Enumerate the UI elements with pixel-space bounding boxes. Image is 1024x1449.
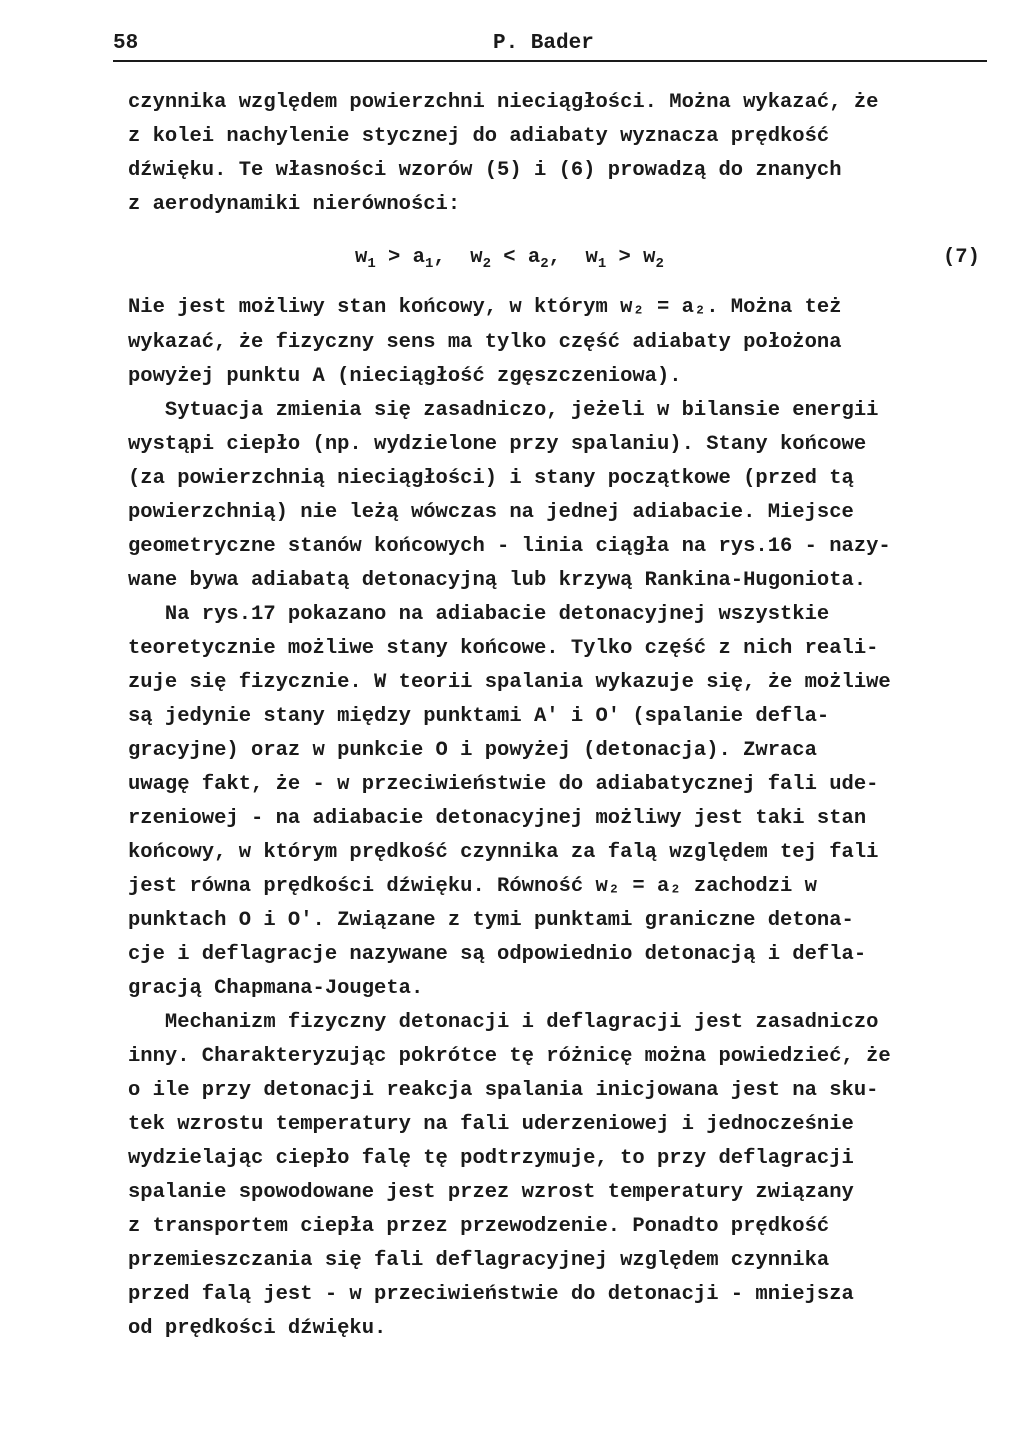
text-line: rzeniowej - na adiabacie detonacyjnej możliwy jest taki stan bbox=[128, 807, 867, 830]
text-line: z transportem ciepła przez przewodzenie. Ponadto prędkość bbox=[128, 1215, 830, 1238]
text-line: geometryczne stanów końcowych - linia ciągła na rys.16 - nazy- bbox=[128, 535, 891, 558]
text-line: wydzielając ciepło falę tę podtrzymuje, to przy deflagracji bbox=[128, 1147, 854, 1170]
text-line: Na rys.17 pokazano na adiabacie detonacyjnej wszystkie bbox=[128, 603, 830, 626]
text-line: o ile przy detonacji reakcja spalania inicjowana jest na sku- bbox=[128, 1079, 879, 1102]
text-line: tek wzrostu temperatury na fali uderzeniowej i jednocześnie bbox=[128, 1113, 854, 1136]
text-line: powyżej punktu A (nieciągłość zgęszczeniowa). bbox=[128, 365, 682, 388]
text-line: uwagę fakt, że - w przeciwieństwie do adiabatycznej fali ude- bbox=[128, 773, 879, 796]
text-line: Mechanizm fizyczny detonacji i deflagracji jest zasadniczo bbox=[128, 1011, 879, 1034]
text-line: od prędkości dźwięku. bbox=[128, 1317, 387, 1340]
text-line: spalanie spowodowane jest przez wzrost temperatury związany bbox=[128, 1181, 854, 1204]
text-line: jest równa prędkości dźwięku. Równość w₂ = a₂ zachodzi w bbox=[128, 875, 817, 898]
equation-7 bbox=[0, 246, 1024, 286]
text-line: gracyjne) oraz w punkcie O i powyżej (detonacja). Zwraca bbox=[128, 739, 817, 762]
text-line: przed falą jest - w przeciwieństwie do detonacji - mniejsza bbox=[128, 1283, 854, 1306]
text-line: inny. Charakteryzując pokrótce tę różnicę można powiedzieć, że bbox=[128, 1045, 891, 1068]
text-line: przemieszczania się fali deflagracyjnej względem czynnika bbox=[128, 1249, 830, 1272]
text-line: Nie jest możliwy stan końcowy, w którym w₂ = a₂. Można też bbox=[128, 296, 842, 319]
equation-number: (7) bbox=[943, 246, 980, 269]
text-line: wane bywa adiabatą detonacyjną lub krzywą Rankina-Hugoniota. bbox=[128, 569, 867, 592]
text-line: wystąpi ciepło (np. wydzielone przy spalaniu). Stany końcowe bbox=[128, 433, 867, 456]
text-line: wykazać, że fizyczny sens ma tylko część adiabaty położona bbox=[128, 331, 842, 354]
equation-body: $w_1 > a_1$, $w_2 < a_2$, $w_1 > w_2$ bbox=[355, 246, 664, 272]
page-number: 58 bbox=[113, 32, 139, 55]
text-line: czynnika względem powierzchni nieciągłości. Można wykazać, że bbox=[128, 91, 879, 114]
running-head: P. Bader bbox=[493, 32, 594, 55]
text-line: cje i deflagracje nazywane są odpowiednio detonacją i defla- bbox=[128, 943, 867, 966]
text-line: gracją Chapmana-Jougeta. bbox=[128, 977, 424, 1000]
text-line: (za powierzchnią nieciągłości) i stany początkowe (przed tą bbox=[128, 467, 854, 490]
text-line: teoretycznie możliwe stany końcowe. Tylko część z nich reali- bbox=[128, 637, 879, 660]
text-line: dźwięku. Te własności wzorów (5) i (6) prowadzą do znanych bbox=[128, 159, 842, 182]
text-line: z aerodynamiki nierówności: bbox=[128, 193, 461, 216]
text-line: zuje się fizycznie. W teorii spalania wykazuje się, że możliwe bbox=[128, 671, 891, 694]
text-line: Sytuacja zmienia się zasadniczo, jeżeli w bilansie energii bbox=[128, 399, 879, 422]
page-header bbox=[113, 30, 987, 62]
text-line: z kolei nachylenie stycznej do adiabaty wyznacza prędkość bbox=[128, 125, 830, 148]
text-line: punktach O i O'. Związane z tymi punktami graniczne detona- bbox=[128, 909, 854, 932]
text-line: są jedynie stany między punktami A' i O' (spalanie defla- bbox=[128, 705, 830, 728]
text-line: końcowy, w którym prędkość czynnika za falą względem tej fali bbox=[128, 841, 879, 864]
text-line: powierzchnią) nie leżą wówczas na jednej adiabacie. Miejsce bbox=[128, 501, 854, 524]
